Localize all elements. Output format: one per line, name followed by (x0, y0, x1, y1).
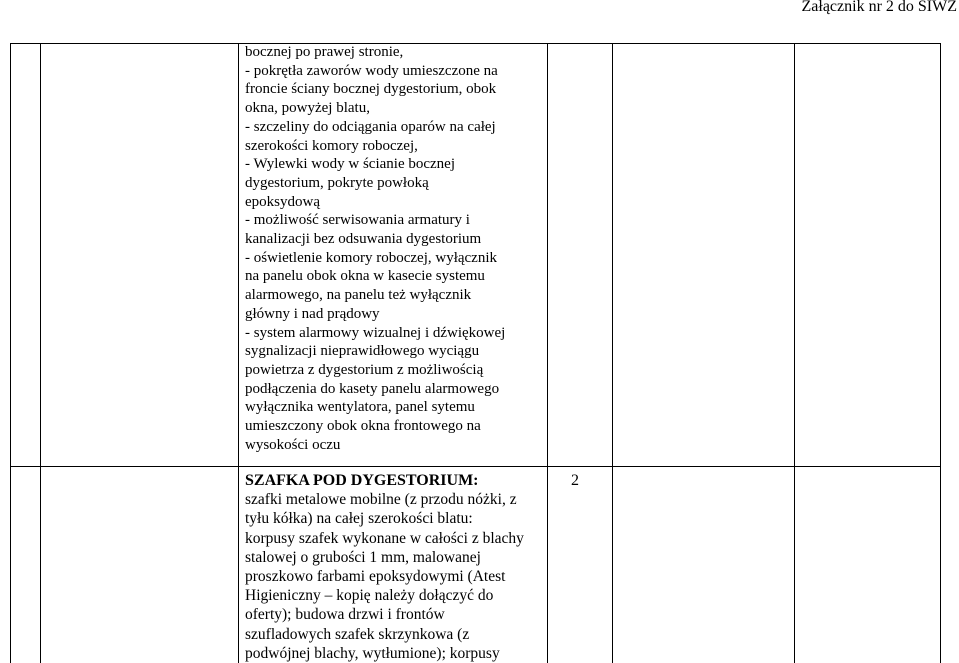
description-line: podłączenia do kasety panelu alarmowego (245, 380, 500, 397)
description-line: - możliwość serwisowania armatury i (245, 212, 470, 229)
description-line: - Wylewki wody w ścianie bocznej (245, 156, 456, 173)
row2-description (245, 471, 545, 663)
description-line: proszkowo farbami epoksydowymi (Atest (245, 568, 506, 586)
description-line: szufladowych szafek skrzynkowa (z (245, 625, 470, 643)
row1-description (245, 43, 545, 454)
description-line: korpusy szafek wykonane w całości z blachy (245, 529, 524, 547)
description-line: okna, powyżej blatu, (245, 100, 370, 117)
description-line: bocznej po prawej stronie, (245, 44, 404, 60)
description-line: na panelu obok okna w kasecie systemu (245, 268, 485, 285)
description-line: alarmowego, na panelu też wyłącznik (245, 287, 472, 304)
description-line: podwójnej blachy, wytłumione); korpusy (245, 644, 500, 662)
section-heading: SZAFKA POD DYGESTORIUM: (245, 472, 479, 489)
column-divider-1 (40, 43, 41, 663)
table-left-border (10, 43, 11, 663)
description-line: - system alarmowy wizualnej i dźwiękowej (245, 324, 506, 341)
description-line: wysokości oczu (245, 436, 341, 453)
table-right-border (940, 43, 941, 663)
description-line: - oświetlenie komory roboczej, wyłącznik (245, 249, 497, 266)
column-divider-5 (794, 43, 795, 663)
description-line: stalowej o grubości 1 mm, malowanej (245, 548, 481, 566)
description-line: główny i nad prądowy (245, 305, 380, 322)
description-line: dygestorium, pokryte powłoką (245, 174, 429, 191)
description-line: kanalizacji bez odsuwania dygestorium (245, 231, 482, 248)
description-line: powietrza z dygestorium z możliwością (245, 361, 484, 378)
column-divider-2 (238, 43, 239, 663)
description-line: Higieniczny – kopię należy dołączyć do (245, 587, 494, 605)
attachment-label: Załącznik nr 2 do SIWZ (801, 0, 957, 15)
description-line: tyłu kółka) na całej szerokości blatu: (245, 510, 473, 528)
column-divider-3 (547, 43, 548, 663)
row-divider (10, 466, 941, 467)
description-line: umieszczony obok okna frontowego na (245, 418, 481, 435)
description-line: froncie ściany bocznej dygestorium, obok (245, 81, 497, 98)
description-line: wyłącznika wentylatora, panel sytemu (245, 399, 475, 416)
description-line: szerokości komory roboczej, (245, 137, 418, 154)
description-line: - pokrętła zaworów wody umieszczone na (245, 62, 498, 79)
column-divider-4 (612, 43, 613, 663)
description-line: szafki metalowe mobilne (z przodu nóżki, z (245, 491, 517, 509)
description-line: sygnalizacji nieprawidłowego wyciągu (245, 343, 480, 360)
quantity-cell: 2 (571, 472, 579, 489)
description-line: oferty); budowa drzwi i frontów (245, 606, 445, 624)
description-line: epoksydową (245, 193, 320, 210)
description-line: - szczeliny do odciągania oparów na całej (245, 118, 496, 135)
